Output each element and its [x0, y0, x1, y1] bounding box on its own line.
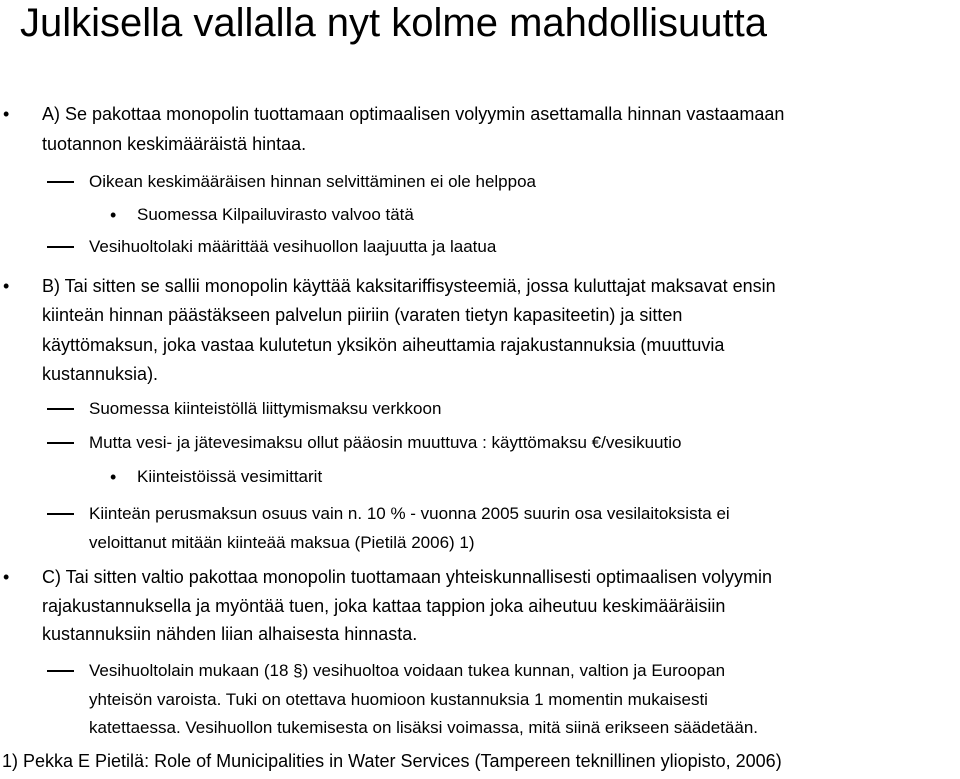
item-a-sub2: Vesihuoltolaki määrittää vesihuollon laajuutta ja laatua [89, 237, 497, 256]
dash-a-sub2 [47, 246, 74, 248]
bullet-b: • [3, 276, 10, 296]
item-c-sub1-line-1: Vesihuoltolain mukaan (18 §) vesihuoltoa voidaan tukea kunnan, valtion ja Euroopan [89, 661, 726, 680]
item-b-sub1: Suomessa kiinteistöllä liittymismaksu verkkoon [89, 399, 442, 418]
item-b-line-2: kiinteän hinnan päästäkseen palvelun piiriin (varaten tietyn kapasiteetin) ja sitten [42, 305, 683, 325]
item-c-line-3: kustannuksiin nähden liian alhaisesta hinnasta. [42, 624, 418, 644]
item-b-line-1: B) Tai sitten se sallii monopolin käyttää kaksitariffisysteemiä, jossa kuluttajat maksavat ensin [42, 276, 776, 296]
item-b-sub2-bullet: Kiinteistöissä vesimittarit [137, 467, 323, 486]
item-c-sub1-line-2: yhteisön varoista. Tuki on otettava huomioon kustannuksia 1 momentin mukaisesti [89, 690, 708, 709]
dash-c-sub1 [47, 670, 74, 672]
item-a-sub1: Oikean keskimääräisen hinnan selvittäminen ei ole helppoa [89, 172, 536, 191]
bullet-b-sub2: • [110, 467, 117, 487]
bullet-a: • [3, 104, 10, 124]
item-b-sub3-line-1: Kiinteän perusmaksun osuus vain n. 10 % - vuonna 2005 suurin osa vesilaitoksista ei [89, 504, 730, 523]
item-a-line-2: tuotannon keskimääräistä hintaa. [42, 134, 307, 154]
bullet-c: • [3, 567, 10, 587]
dash-b-sub3 [47, 513, 74, 515]
bullet-a-sub1: • [110, 205, 117, 225]
item-a-sub1-bullet: Suomessa Kilpailuvirasto valvoo tätä [137, 205, 414, 224]
item-c-sub1-line-3: katettaessa. Vesihuollon tukemisesta on lisäksi voimassa, mitä siinä erikseen säädetään. [89, 718, 759, 737]
item-a-line-1: A) Se pakottaa monopolin tuottamaan optimaalisen volyymin asettamalla hinnan vastaamaan [42, 104, 785, 124]
item-b-sub2: Mutta vesi- ja jätevesimaksu ollut pääosin muuttuva : käyttömaksu €/vesikuutio [89, 433, 682, 452]
dash-a-sub1 [47, 181, 74, 183]
item-b-line-3: käyttömaksun, joka vastaa kulutetun yksikön aiheuttamia rajakustannuksia (muuttuvia [42, 335, 725, 355]
slide-title: Julkisella vallalla nyt kolme mahdollisuutta [20, 1, 768, 45]
dash-b-sub1 [47, 408, 74, 410]
item-b-sub3-line-2: veloittanut mitään kiinteää maksua (Pietilä 2006) 1) [89, 533, 475, 552]
item-b-line-4: kustannuksia). [42, 364, 159, 384]
item-c-line-1: C) Tai sitten valtio pakottaa monopolin tuottamaan yhteiskunnallisesti optimaalisen volyymin [42, 567, 773, 587]
footnote: 1) Pekka E Pietilä: Role of Municipalities in Water Services (Tampereen teknillinen yliopisto, 2006) [2, 751, 782, 771]
dash-b-sub2 [47, 442, 74, 444]
item-c-line-2: rajakustannuksella ja myöntää tuen, joka kattaa tappion joka aiheutuu keskimääräisiin [42, 596, 726, 616]
